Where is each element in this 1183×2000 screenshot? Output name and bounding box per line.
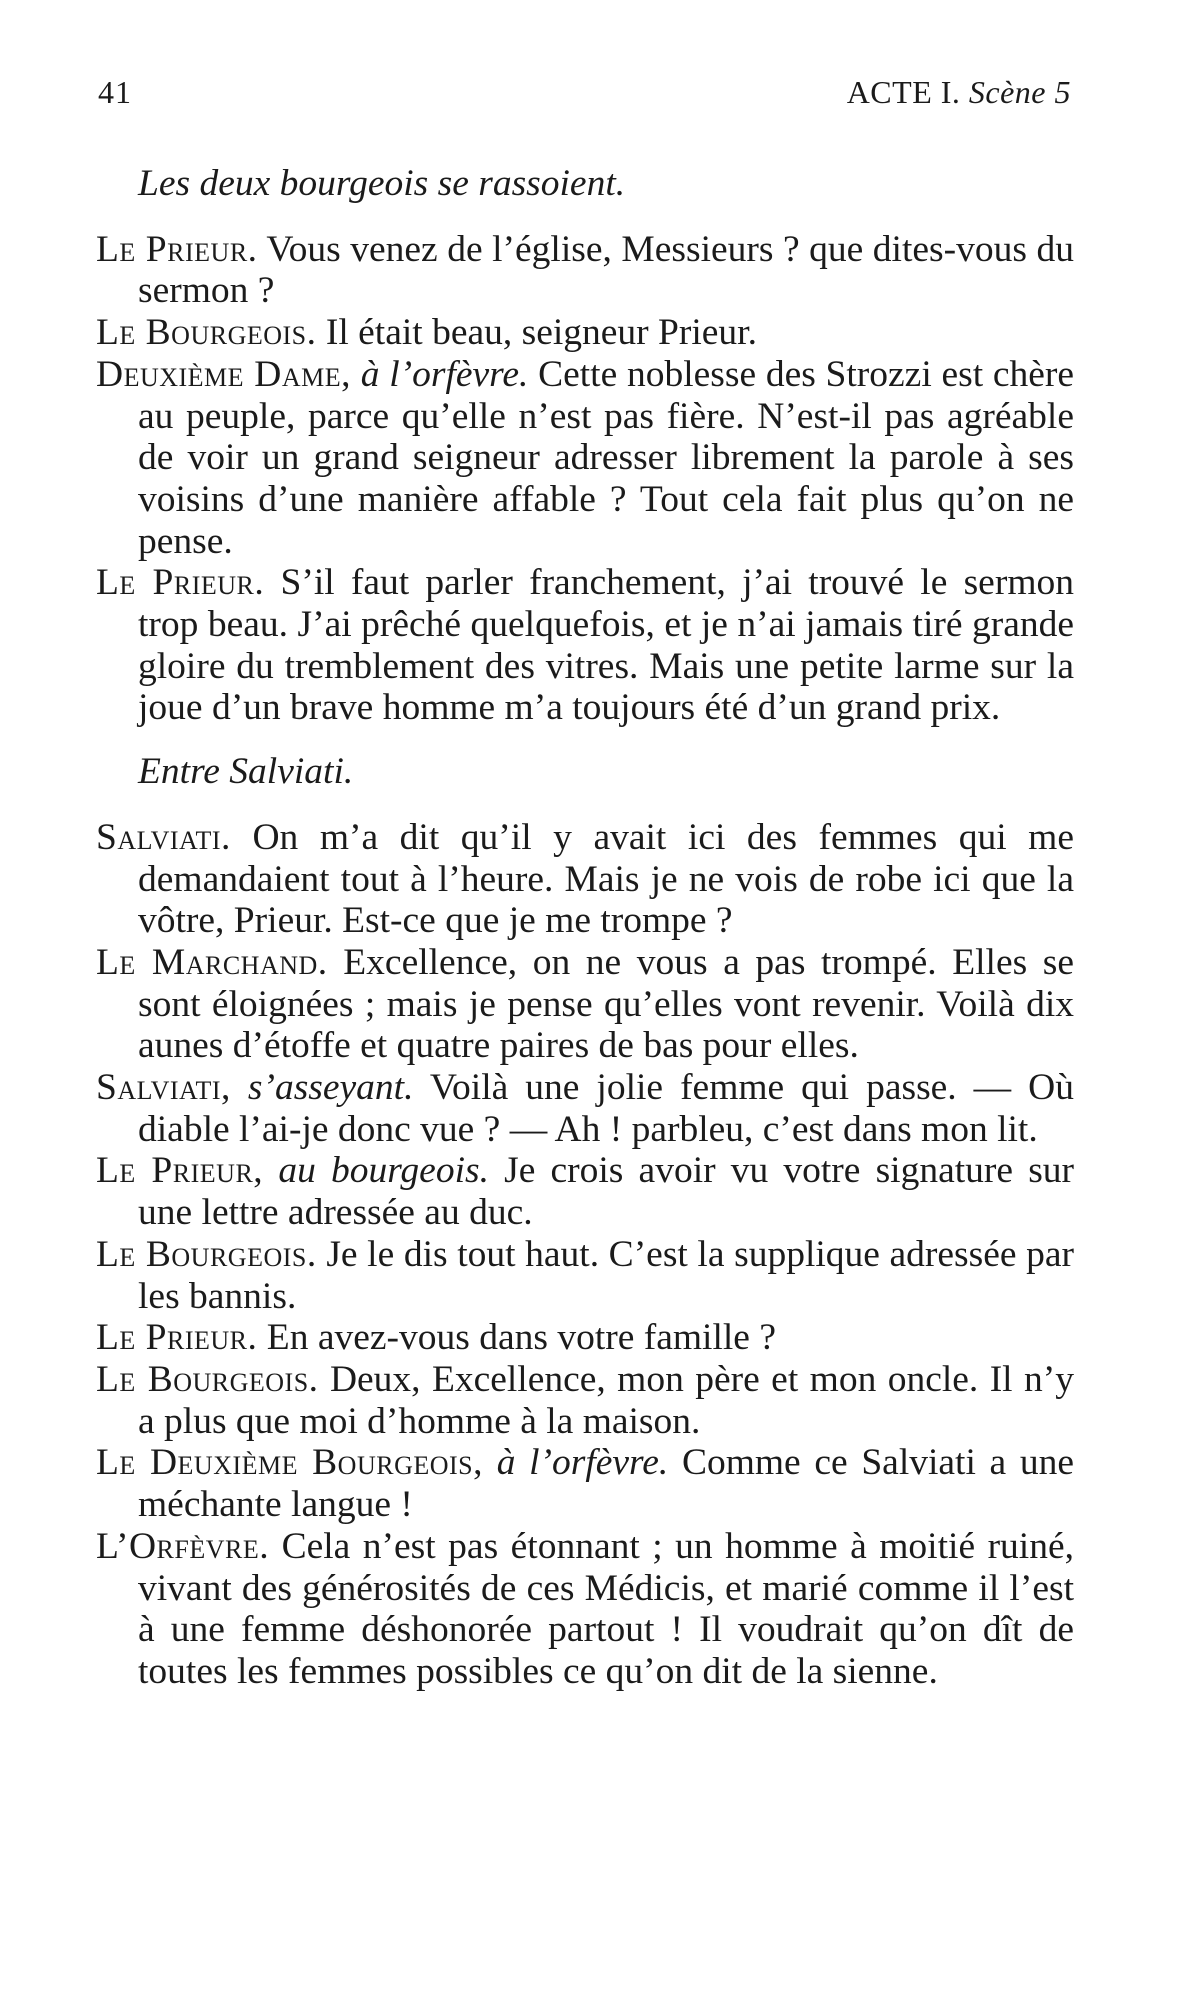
speaker-name: Salviati,: [96, 1067, 231, 1109]
speech: [96, 354, 1074, 563]
running-head: [0, 74, 1183, 114]
speech-text: Comme ce Salviati a une méchante langue !: [138, 1442, 1075, 1526]
speech-text: Je crois avoir vu votre signature sur une lettre adressée au duc.: [138, 1150, 1075, 1234]
speaker-name: Le Bourgeois.: [96, 1358, 319, 1400]
speaker-name: Le Bourgeois.: [96, 1233, 317, 1275]
play-text: [96, 163, 1074, 1693]
act-label: ACTE I.: [846, 74, 961, 110]
scene-label: Scène 5: [968, 74, 1071, 110]
speaker-direction: à l’orfèvre.: [360, 353, 529, 395]
speaker-name: L’Orfèvre.: [96, 1525, 270, 1567]
speech-text: S’il faut parler franchement, j’ai trouvé le sermon trop beau. J’ai prêché quelquefois, et je n’ai jamais tiré grande gloire du tremblement des vitres. Mais une petite larme sur la joue d’un brave homme m’a toujours été d’un grand prix.: [138, 562, 1074, 729]
speaker-direction: à l’orfèvre.: [496, 1442, 669, 1484]
speaker-name: Salviati.: [96, 816, 231, 858]
speech-text: Vous venez de l’église, Messieurs ? que dites-vous du sermon ?: [138, 228, 1074, 312]
page-number: 41: [98, 74, 132, 110]
speaker-name: Le Marchand.: [96, 941, 328, 983]
speaker-name: Deuxième Dame,: [96, 353, 352, 395]
speech: [96, 817, 1074, 942]
speech-text: Il était beau, seigneur Prieur.: [325, 312, 757, 354]
stage-direction: Entre Salviati.: [138, 751, 354, 793]
speech: [96, 1234, 1074, 1317]
stage-direction: Les deux bourgeois se rassoient.: [138, 163, 626, 204]
speech-text: Voilà une jolie femme qui passe. — Où diable l’ai-je donc vue ? — Ah ! parbleu, c’est dans mon lit.: [138, 1067, 1075, 1150]
speech-text: Je le dis tout haut. C’est la supplique adressée par les bannis.: [138, 1233, 1075, 1317]
speech: [96, 1067, 1074, 1150]
speech: [96, 942, 1074, 1067]
speaker-name: Le Deuxième Bourgeois,: [96, 1442, 484, 1484]
speech-text: En avez-vous dans votre famille ?: [266, 1317, 776, 1359]
speaker-name: Le Prieur.: [96, 228, 258, 270]
speech: [96, 1317, 1074, 1359]
speech: [96, 562, 1074, 729]
speech: [96, 1359, 1074, 1442]
speech-text: Deux, Excellence, mon père et mon oncle. Il n’y a plus que moi d’homme à la maison.: [138, 1358, 1074, 1442]
speech: [96, 1150, 1074, 1233]
speech-text: Cette noblesse des Strozzi est chère au peuple, parce qu’elle n’est pas fière. N’est-il pas agréable de voir un grand seigneur adresser librement la parole à ses voisins d’une manière affable ? Tout cela fait plus qu’on ne pense.: [138, 353, 1075, 562]
running-title: [847, 74, 1071, 111]
speaker-name: Le Bourgeois.: [96, 312, 317, 354]
speech-text: Cela n’est pas étonnant ; un homme à moitié ruiné, vivant des générosités de ces Médicis, et marié comme il l’est à une femme déshonorée partout ! Il voudrait qu’on dît de toutes les femmes possibles ce qu’on dit de la sienne.: [138, 1525, 1074, 1692]
speech: [96, 229, 1074, 312]
speaker-direction: s’asseyant.: [247, 1067, 414, 1109]
speaker-name: Le Prieur.: [96, 1317, 258, 1359]
speech-text: On m’a dit qu’il y avait ici des femmes qui me demandaient tout à l’heure. Mais je ne vois de robe ici que la vôtre, Prieur. Est-ce que je me trompe ?: [138, 816, 1074, 942]
speech: [96, 1526, 1074, 1693]
speech: [96, 1442, 1074, 1525]
speech-text: Excellence, on ne vous a pas trompé. Elles se sont éloignées ; mais je pense qu’elles vont revenir. Voilà dix aunes d’étoffe et quatre paires de bas pour elles.: [138, 941, 1075, 1067]
speaker-direction: au bourgeois.: [278, 1150, 489, 1192]
speaker-name: Le Prieur,: [96, 1150, 264, 1192]
speaker-name: Le Prieur.: [96, 562, 265, 604]
speech: [96, 312, 1074, 354]
